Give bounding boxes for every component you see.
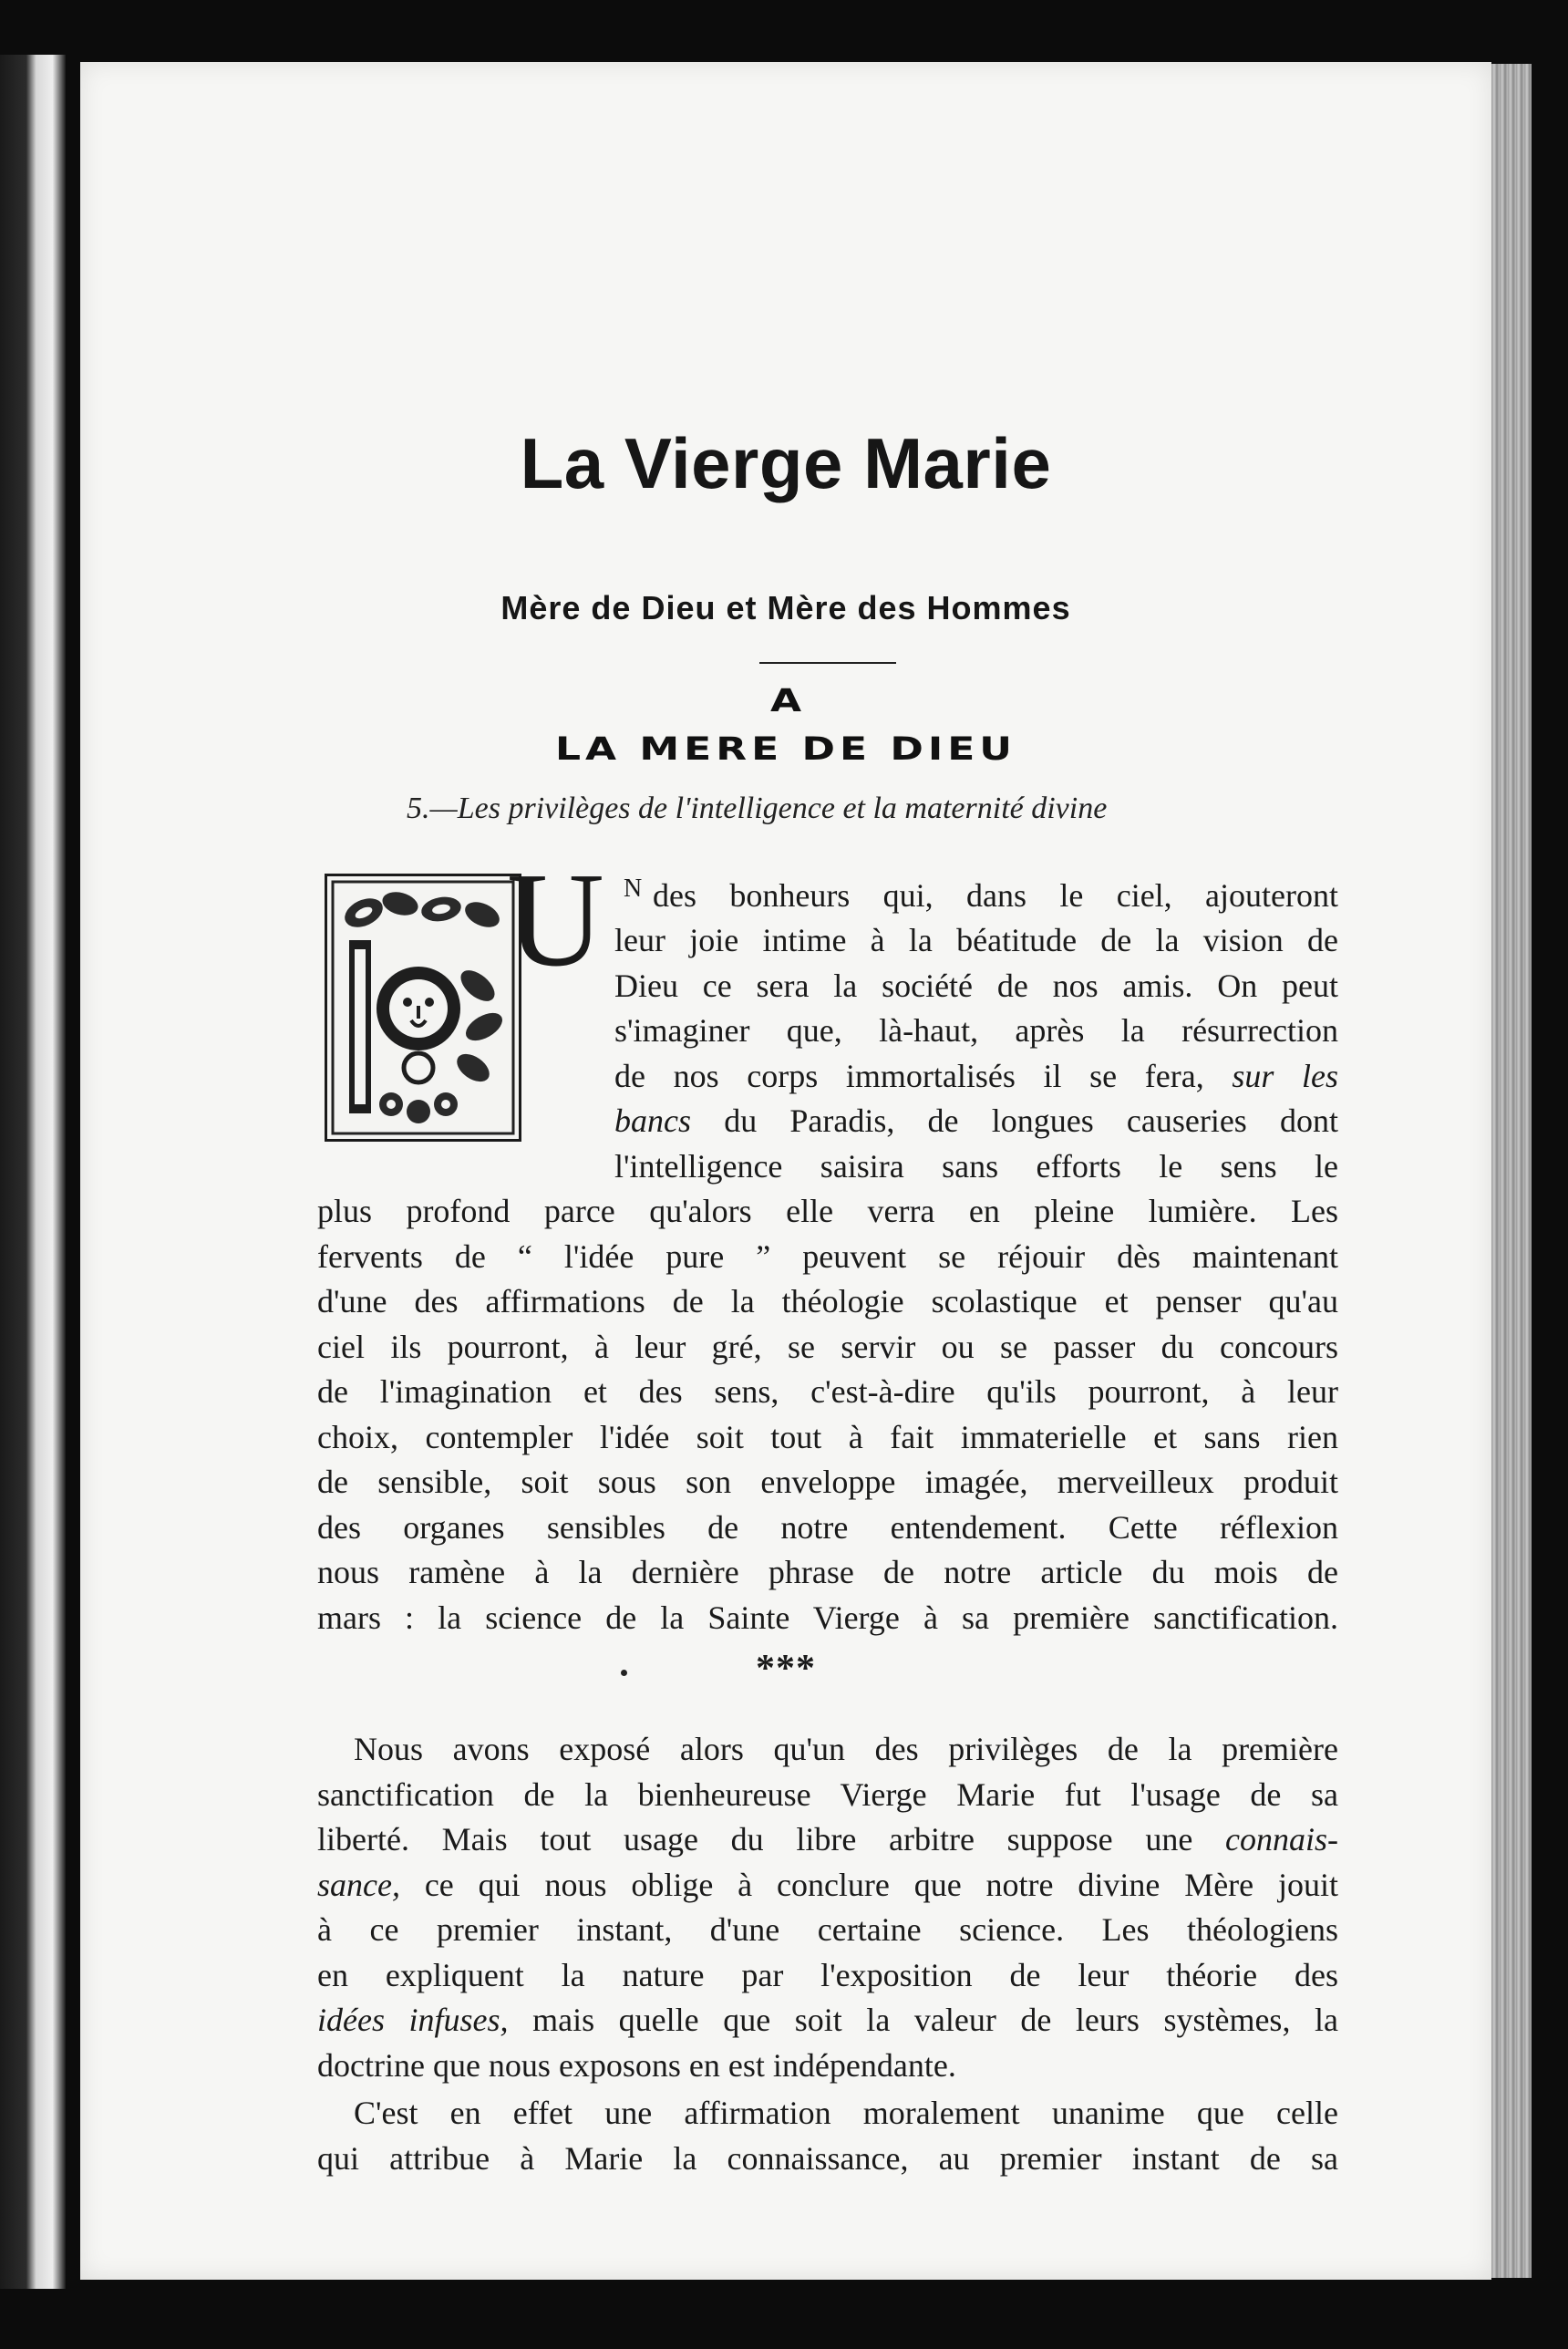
dropcap-ornament — [325, 874, 521, 1142]
text-line: choix, contempler l'idée soit tout à fait immaterielle et sans rien — [317, 1419, 1338, 1455]
italic-phrase: connais- — [1225, 1821, 1338, 1857]
text-line: plus profond parce qu'alors elle verra en pleine lumière. Les — [317, 1193, 1338, 1229]
text-line: s'imaginer que, là-haut, après la résurrection — [614, 1012, 1338, 1049]
italic-phrase: idées infuses, — [317, 2002, 509, 2038]
text-line: sanctification de la bienheureuse Vierge Marie fut l'usage de sa — [317, 1776, 1338, 1813]
section-heading: LA MERE DE DIEU — [554, 730, 1017, 768]
text-line: C'est en effet une affirmation moralement unanime que celle — [354, 2095, 1338, 2131]
italic-phrase: sance, — [317, 1867, 400, 1903]
text-line: des bonheurs qui, dans le ciel, ajouteront — [653, 877, 1338, 914]
asterism-separator: *** — [756, 1648, 816, 1690]
dropcap-word-rest: N — [624, 874, 643, 903]
text-line: bancs du Paradis, de longues causeries dont — [614, 1102, 1338, 1139]
text-line: sance, ce qui nous oblige à conclure que notre divine Mère jouit — [317, 1867, 1338, 1903]
text-line: idées infuses, mais quelle que soit la valeur de leurs systèmes, la — [317, 2002, 1338, 2038]
book-page — [80, 62, 1491, 2280]
left-page-edge — [0, 55, 66, 2289]
dropcap-letter: U — [507, 845, 604, 995]
text-line: en expliquent la nature par l'exposition de leur théorie des — [317, 1957, 1338, 1993]
text-line: de sensible, soit sous son enveloppe imagée, merveilleux produit — [317, 1464, 1338, 1500]
title-divider — [759, 662, 896, 664]
text-line: de l'imagination et des sens, c'est-à-dire qu'ils pourront, à leur — [317, 1373, 1338, 1410]
page-stack-edge — [1491, 64, 1532, 2278]
chapter-title: 5.—Les privilèges de l'intelligence et la maternité divine — [407, 792, 1108, 825]
text-line: qui attribue à Marie la connaissance, au premier instant de sa — [317, 2140, 1338, 2177]
italic-phrase: sur les — [1232, 1058, 1338, 1094]
text-line: mars : la science de la Sainte Vierge à sa première sanctification. — [317, 1599, 1338, 1636]
text-line: leur joie intime à la béatitude de la vision de — [614, 922, 1338, 958]
text-line: fervents de “ l'idée pure ” peuvent se réjouir dès maintenant — [317, 1238, 1338, 1275]
text-line: des organes sensibles de notre entendement. Cette réflexion — [317, 1509, 1338, 1546]
text-line: ciel ils pourront, à leur gré, se servir ou se passer du concours — [317, 1329, 1338, 1365]
text-line: à ce premier instant, d'une certaine science. Les théologiens — [317, 1911, 1338, 1948]
page-title: La Vierge Marie — [520, 423, 1052, 503]
text-line: Nous avons exposé alors qu'un des privilèges de la première — [354, 1731, 1338, 1767]
text-line: de nos corps immortalisés il se fera, sur les — [614, 1058, 1338, 1094]
section-letter: A — [769, 682, 802, 719]
text-line: d'une des affirmations de la théologie scolastique et penser qu'au — [317, 1283, 1338, 1319]
page-subtitle: Mère de Dieu et Mère des Hommes — [500, 589, 1071, 626]
italic-phrase: bancs — [614, 1102, 691, 1139]
text-line: liberté. Mais tout usage du libre arbitre suppose une connais- — [317, 1821, 1338, 1857]
text-line: doctrine que nous exposons en est indépendante. — [317, 2047, 956, 2084]
text-line: Dieu ce sera la société de nos amis. On peut — [614, 968, 1338, 1004]
text-line: nous ramène à la dernière phrase de notre article du mois de — [317, 1554, 1338, 1590]
lion-head-ornament-icon — [327, 876, 519, 1139]
text-line: l'intelligence saisira sans efforts le sens le — [614, 1148, 1338, 1185]
